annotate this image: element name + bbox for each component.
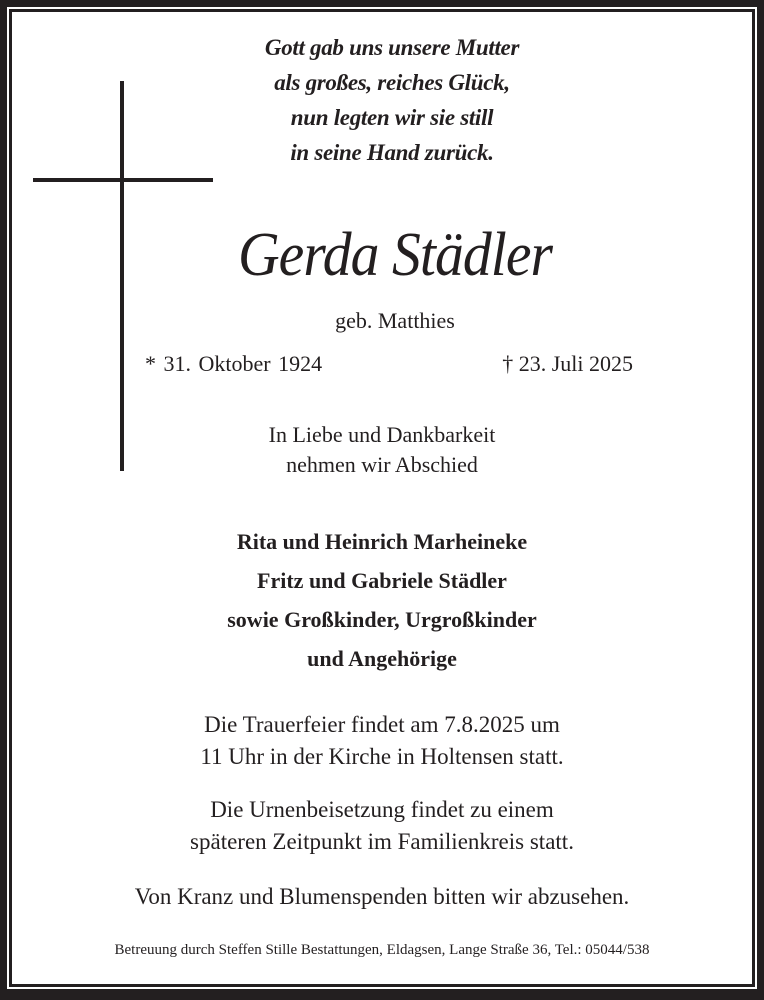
verse-line: in seine Hand zurück. [290, 140, 494, 165]
farewell-line: In Liebe und Dankbarkeit [268, 422, 496, 447]
life-dates [145, 348, 645, 380]
farewell-line: nehmen wir Abschied [286, 452, 478, 477]
funeral-home-credit: Betreuung durch Steffen Stille Bestattungen, Eldagsen, Lange Straße 36, Tel.: 05044/538 [114, 942, 650, 958]
farewell-text [0, 420, 764, 480]
maiden-name: geb. Matthies [335, 308, 455, 333]
service-line: Die Trauerfeier findet am 7.8.2025 um [204, 712, 560, 737]
deceased-name: Gerda Städler [237, 221, 553, 289]
mourner-line: Fritz und Gabriele Städler [257, 568, 507, 593]
mourner-line: Rita und Heinrich Marheineke [236, 529, 528, 554]
mourner-line: und Angehörige [307, 646, 457, 671]
urn-line: späteren Zeitpunkt im Familienkreis statt. [190, 829, 574, 854]
flowers-request: Von Kranz und Blumenspenden bitten wir abzusehen. [134, 884, 630, 909]
urn-line: Die Urnenbeisetzung findet zu einem [210, 797, 554, 822]
mourners-list [0, 522, 764, 678]
verse-line: Gott gab uns unsere Mutter [264, 35, 520, 60]
mourner-line: sowie Großkinder, Urgroßkinder [227, 607, 537, 632]
death-date: † 23. Juli 2025 [502, 351, 633, 376]
urn-burial-info [0, 794, 764, 858]
verse-line: nun legten wir sie still [290, 105, 494, 130]
funeral-service-info [0, 709, 764, 773]
verse-line: als großes, reiches Glück, [274, 70, 510, 95]
service-line: 11 Uhr in der Kirche in Holtensen statt. [200, 744, 564, 769]
verse [70, 30, 714, 170]
birth-date: * 31. Oktober 1924 [145, 351, 323, 376]
cross-icon-horizontal-bar [33, 178, 213, 182]
